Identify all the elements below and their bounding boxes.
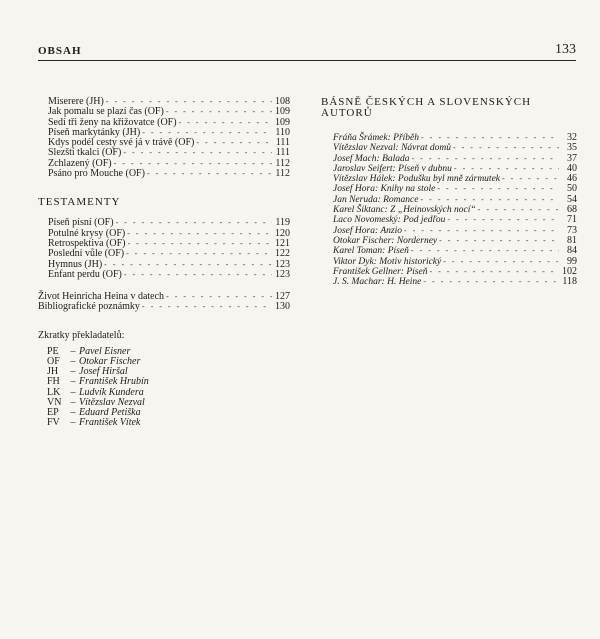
toc-entry-title: Psáno pro Mouche (OF) — [48, 168, 145, 180]
toc-entry-page: 130 — [275, 301, 290, 313]
toc-entry-page: 111 — [275, 147, 290, 159]
toc-leader — [127, 229, 272, 239]
toc-entry-title: Viktor Dyk: Motiv historický — [333, 256, 442, 267]
page-header — [38, 40, 576, 61]
translator-name: Pavel Eisner — [79, 345, 131, 357]
toc-leader — [142, 302, 272, 312]
abbreviation-dash: – — [70, 376, 76, 388]
toc-entry-title: Jaroslav Seifert: Píseň v dubnu — [333, 163, 452, 174]
translator-name: Vítězslav Nezval — [79, 396, 145, 408]
section-heading-czech-slovak — [321, 97, 577, 119]
toc-entry-page: 37 — [567, 152, 577, 164]
toc-entry-page: 127 — [275, 291, 290, 303]
translator-name: František Hrubín — [79, 376, 149, 388]
toc-entry-title: Enfant perdu (OF) — [48, 268, 122, 280]
toc-entry — [333, 257, 577, 267]
toc-leader — [502, 174, 559, 184]
toc-entry-title: Laco Novomeský: Pod jedľou — [333, 215, 446, 226]
toc-entry-page: 119 — [275, 217, 290, 229]
toc-leader — [454, 164, 559, 174]
toc-entry-page: 112 — [275, 157, 290, 169]
toc-leader — [420, 195, 559, 205]
toc-entry — [333, 133, 577, 143]
toc-entry-page: 108 — [275, 96, 290, 107]
toc-entry-title: Fráňa Šrámek: Příběh — [333, 133, 420, 143]
abbreviation-code: LK — [47, 386, 61, 398]
toc-leader — [423, 277, 559, 287]
translator-name: Eduard Petiška — [79, 406, 141, 418]
toc-entry — [48, 169, 290, 179]
toc-entry-page: 54 — [567, 193, 577, 205]
toc-entry-page: 109 — [275, 116, 290, 128]
toc-entry-title: Sedí tři ženy na křižovatce (OF) — [48, 116, 177, 128]
toc-entry-title: Hymnus (JH) — [48, 258, 103, 270]
section-heading-testamenty: TESTAMENTY — [38, 196, 121, 209]
abbreviation-dash: – — [70, 355, 76, 367]
toc-entry-page: 109 — [275, 106, 290, 118]
toc-entry-page: 99 — [567, 255, 577, 267]
toc-entry-page: 84 — [567, 245, 577, 257]
toc-leader — [166, 292, 272, 302]
toc-entry-page: 50 — [567, 183, 577, 195]
toc-entry-page: 118 — [562, 276, 577, 288]
toc-entry-page: 111 — [275, 137, 290, 149]
toc-entry-page: 73 — [567, 224, 577, 236]
toc-entry-page: 35 — [567, 142, 577, 154]
toc-entry-title: Josef Mach: Balada — [333, 153, 410, 164]
translator-name: Ludvík Kundera — [79, 386, 144, 398]
toc-entry-title: Bibliografické poznámky — [38, 301, 140, 313]
toc-entry-page: 46 — [567, 173, 577, 185]
toc-entry-title: Zchlazený (OF) — [48, 157, 112, 169]
abbreviation-dash: – — [70, 386, 76, 398]
toc-entry — [333, 164, 577, 174]
toc-leader — [412, 154, 559, 164]
toc-entry-title: J. S. Machar: H. Heine — [333, 277, 422, 288]
toc-leader — [166, 107, 272, 117]
toc-entry-title: Otokar Fischer: Norderney — [333, 235, 438, 246]
abbreviation-dash: – — [70, 396, 76, 408]
toc-entry-title: Poslední vůle (OF) — [48, 248, 125, 260]
abbreviation-dash: – — [70, 345, 76, 357]
section-heading-line: AUTORŮ — [321, 107, 373, 119]
toc-entry-title: Život Heinricha Heina v datech — [38, 291, 165, 303]
toc-leader — [478, 205, 559, 215]
toc-entry-title: Jak pomalu se plazí čas (OF) — [48, 106, 164, 118]
toc-entry-title: Miserere (JH) — [48, 96, 104, 107]
toc-leader — [437, 184, 559, 194]
abbreviation-code: OF — [47, 355, 60, 367]
toc-entry — [333, 236, 577, 246]
abbreviation-code: VN — [47, 396, 62, 408]
left-column — [38, 97, 290, 428]
toc-entry-page: 123 — [275, 268, 290, 280]
toc-entry — [333, 226, 577, 236]
toc-entry — [333, 267, 577, 277]
toc-leader — [123, 148, 272, 158]
toc-entry-page: 121 — [275, 237, 290, 249]
toc-leader — [124, 270, 272, 280]
toc-entry-title: Josef Hora: Knihy na stole — [333, 184, 436, 195]
toc-entry-title: Karel Toman: Píseň — [333, 246, 409, 257]
toc-leader — [443, 257, 559, 267]
abbreviations-heading: Zkratky překladatelů: — [38, 329, 125, 341]
toc-entry-page: 81 — [567, 234, 577, 246]
toc-entry-title: Karel Šiktanc: Z „Heinovských nocí“ — [333, 205, 476, 216]
toc-entry — [333, 143, 577, 153]
abbreviation-code: EP — [47, 406, 59, 418]
translator-name: František Vítek — [79, 417, 141, 429]
toc-entry-title: Píseň písní (OF) — [48, 217, 114, 229]
abbreviation-code: JH — [47, 366, 59, 378]
toc-leader — [453, 143, 559, 153]
toc-entry-title: Josef Hora: Anzio — [333, 225, 402, 236]
abbreviation-entry — [47, 418, 290, 428]
abbreviation-code: FH — [47, 376, 60, 388]
toc-entry-title: Vítězslav Hálek: Podušku byl mně zármutek — [333, 174, 500, 185]
toc-entry-title: Kdys podél cesty své já v trávě (OF) — [48, 137, 195, 149]
toc-leader — [411, 246, 559, 256]
translator-name: Otokar Fischer — [79, 355, 141, 367]
toc-leader — [147, 169, 272, 179]
abbreviation-dash: – — [70, 406, 76, 418]
toc-entry-page: 71 — [567, 214, 577, 226]
toc-list-testamenty — [48, 218, 290, 280]
toc-entry-page: 110 — [275, 126, 290, 138]
toc-entry-page: 102 — [562, 265, 577, 277]
toc-entry-page: 123 — [275, 258, 290, 270]
toc-leader — [196, 138, 272, 148]
toc-entry-page: 40 — [567, 162, 577, 174]
toc-entry-title: František Gellner: Píseň — [333, 266, 428, 277]
toc-entry-title: Píseň markytánky (JH) — [48, 126, 141, 138]
toc-entry — [48, 270, 290, 280]
abbreviation-dash: – — [70, 366, 76, 378]
toc-entry-title: Retrospektiva (OF) — [48, 237, 126, 249]
toc-entry — [333, 195, 577, 205]
toc-leader — [429, 267, 559, 277]
abbreviation-code: FV — [47, 417, 60, 429]
toc-entry-title: Jan Neruda: Romance — [333, 194, 419, 205]
toc-leader — [421, 133, 559, 143]
toc-leader — [439, 236, 559, 246]
toc-entry-page: 112 — [275, 168, 290, 180]
toc-entry — [333, 205, 577, 215]
toc-entry — [38, 302, 290, 312]
toc-leader — [179, 118, 272, 128]
toc-entry-page: 68 — [567, 204, 577, 216]
page-number: 133 — [555, 42, 576, 57]
toc-entry — [333, 174, 577, 184]
section-heading-line: BÁSNĚ ČESKÝCH A SLOVENSKÝCH — [321, 96, 532, 108]
toc-entry — [333, 154, 577, 164]
toc-entry-title: Vítězslav Nezval: Návrat domů — [333, 143, 451, 154]
toc-entry-title: Slezští tkalci (OF) — [48, 147, 122, 159]
toc-entry — [333, 215, 577, 225]
toc-entry — [333, 184, 577, 194]
right-column — [321, 97, 577, 287]
toc-entry — [333, 246, 577, 256]
toc-leader — [126, 249, 272, 259]
translator-name: Josef Hiršal — [79, 366, 128, 378]
toc-leader — [116, 218, 272, 228]
toc-entry-page: 32 — [567, 132, 577, 143]
toc-list-czech-slovak — [333, 133, 577, 287]
page-title: OBSAH — [38, 45, 82, 57]
toc-leader — [404, 226, 559, 236]
toc-list-poems — [48, 97, 290, 179]
abbreviation-code: PE — [47, 345, 59, 357]
toc-entry-page: 122 — [275, 248, 290, 260]
toc-entry-title: Potulné krysy (OF) — [48, 227, 126, 239]
toc-leader — [128, 239, 273, 249]
toc-leader — [104, 260, 272, 270]
toc-entry-page: 120 — [275, 227, 290, 239]
abbreviation-dash: – — [70, 417, 76, 429]
toc-list-appendix — [38, 292, 290, 313]
toc-entry — [333, 277, 577, 287]
toc-leader — [447, 215, 559, 225]
abbreviations-list — [38, 347, 290, 429]
